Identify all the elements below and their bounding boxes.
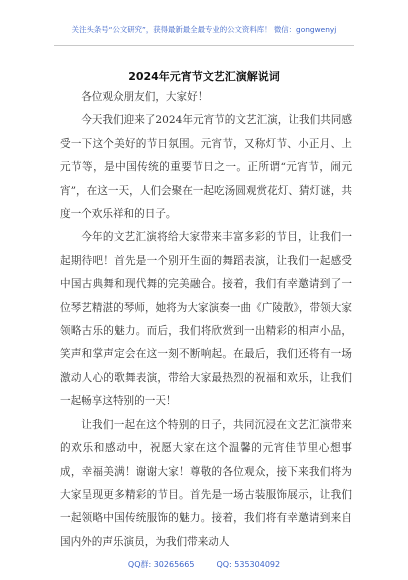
header-promo-link[interactable]: 关注头条号“公文研究”，获得最新最全最专业的公文资料库！ 微信：gongwenyj bbox=[71, 25, 337, 34]
paragraph-intro: 今天我们迎来了2024年元宵节的文艺汇演，让我们共同感受一下这个美好的节日氛围。元宵节，又称灯节、小正月、上元节等，是中国传统的重要节日之一。正所谓“元宵节，闹元宵”，在这一天，人们会聚在一起吃汤圆观赏花灯、猜灯谜，共度一个欢乐祥和的日子。 bbox=[60, 114, 352, 221]
header-divider bbox=[54, 45, 354, 46]
document-body bbox=[60, 86, 352, 554]
footer-contact bbox=[0, 559, 408, 570]
paragraph-closing: 让我们一起在这个特别的日子，共同沉浸在文艺汇演带来的欢乐和感动中，祝愿大家在这个温馨的元宵佳节里心想事成，幸福美满！谢谢大家！尊敬的各位观众，接下来我们将为大家呈现更多精彩的节目。首先是一场古装服饰展示，让我们一起领略中国传统服饰的魅力。接着，我们将有幸邀请到来自国内外的声乐演员，为我们带来动人 bbox=[60, 418, 352, 548]
page-title: 2024年元宵节文艺汇演解说词 bbox=[128, 70, 280, 83]
paragraph-program: 今年的文艺汇演将给大家带来丰富多彩的节目，让我们一起期待吧！首先是一个别开生面的舞蹈表演，让我们一起感受中国古典舞和现代舞的完美融合。接着，我们有幸邀请到了一位琴艺精湛的琴师，她将为大家演奏一曲《广陵散》，带领大家领略古乐的魅力。而后，我们将欣赏到一出精彩的相声小品，笑声和掌声定会在这一刻不断响起。在最后，我们还将有一场激动人心的歌舞表演，带给大家最热烈的祝福和欢乐，让我们一起畅享这特别的一天！ bbox=[60, 231, 352, 408]
qq-number[interactable]: QQ: 535304092 bbox=[216, 560, 281, 569]
paragraph-greeting: 各位观众朋友们，大家好！ bbox=[81, 91, 209, 103]
qq-group-number[interactable]: QQ群: 30265665 bbox=[127, 560, 195, 569]
